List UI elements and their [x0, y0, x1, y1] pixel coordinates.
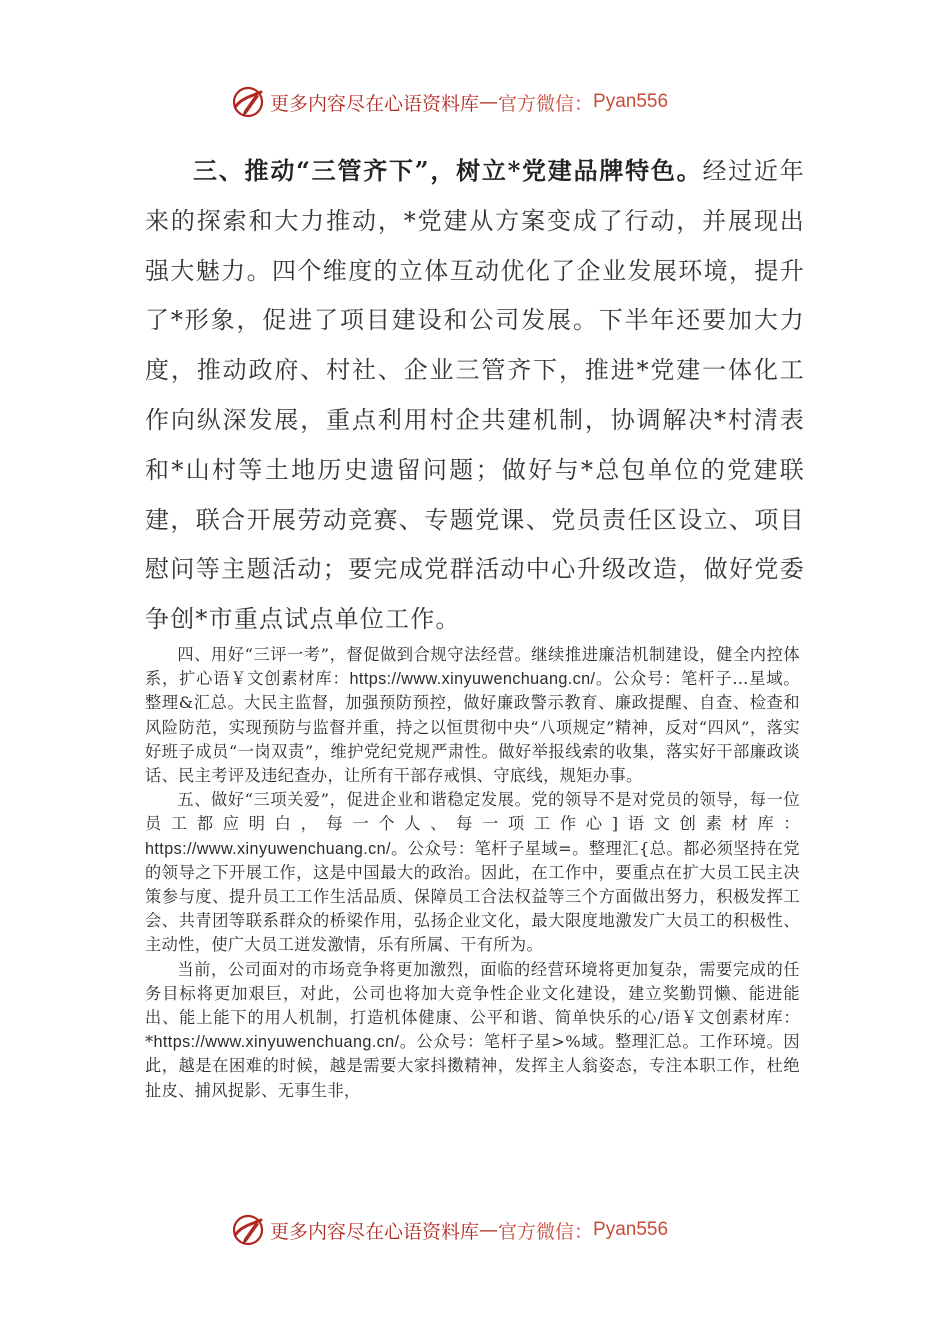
banner-text: 更多内容尽在心语资料库 [270, 1220, 480, 1243]
section-5-text-a: 五、做好“三项关爱”，促进企业和谐稳定发展。党的领导不是对党员的领导，每一位员工都应明白，每一个人、每一项工作心]语文创素材库： [145, 790, 800, 834]
watermark-banner-top [230, 82, 750, 122]
section-6-text-a: 当前，公司面对的市场竞争将更加激烈，面临的经营环境将更加复杂，需要完成的任务目标将更加艰巨，对此，公司也将加大竞争性企业文化建设，建立奖勤罚懒、能进能出、能上能下的用人机制，打造机体健康、公平和谐、简单快乐的心/语￥文创素材库：* [145, 959, 800, 1052]
section-3-paragraph [145, 146, 805, 645]
banner-wechat-id: Pyan556 [593, 1219, 669, 1240]
section-5-text-b: 。公众号：笔杆子星域=。整理汇{总。都必须坚持在党的领导之下开展工作，这是中国最大的政治。因此，在工作中，要重点在扩大员工民主决策参与度、提升员工工作生活品质、保障员工合法权益等三个方面做出努力，积极发挥工会、共青团等联系群众的桥梁作用，弘扬企业文化，最大限度地激发广大员工的积极性、主动性，使广大员工迸发激情，乐有所属、干有所为。 [145, 838, 800, 955]
body-text [145, 643, 800, 1103]
section-4-text-a: 四、用好“三评一考”，督促做到合规守法经营。继续推进廉洁机制建设，健全内控体系，扩心语￥文创素材库： [145, 645, 800, 689]
banner-dash: — [479, 1219, 499, 1241]
section-3-body: 经过近年来的探索和大力推动，*党建从方案变成了行动，并展现出强大魅力。四个维度的立体互动优化了企业发展环境，提升了*形象，促进了项目建设和公司发展。下半年还要加大力度，推动政府、村社、企业三管齐下，推进*党建一体化工作向纵深发展，重点利用村企共建机制，协调解决*村清表和*山村等土地历史遗留问题；做好与*总包单位的党建联建，联合开展劳动竞赛、专题党课、党员责任区设立、项目慰问等主题活动；要完成党群活动中心升级改造，做好党委争创*市重点试点单位工作。 [145, 157, 805, 634]
section-6-text-b: 。公众号：笔杆子星>%域。整理汇总。工作环境。因此，越是在困难的时候，越是需要大家抖擞精神，发挥主人翁姿态，专注本职工作，杜绝扯皮、捕风捉影、无事生非， [145, 1032, 800, 1100]
pen-logo-icon [230, 1212, 266, 1248]
banner-dash: — [479, 91, 499, 113]
banner-wechat-label: 官方微信： [498, 1220, 594, 1243]
section-4-paragraph [145, 643, 800, 788]
watermark-banner-bottom [230, 1210, 750, 1250]
pen-logo-icon [230, 84, 266, 120]
section-4-url: https://www.xinyuwenchuang.cn/ [349, 670, 596, 689]
banner-wechat-label: 官方微信： [498, 92, 594, 115]
section-3-heading: 三、推动“三管齐下”，树立*党建品牌特色。 [193, 156, 703, 185]
section-6-paragraph [145, 958, 800, 1103]
section-5-url: https://www.xinyuwenchuang.cn/ [145, 839, 391, 858]
section-4-text-b: 。公众号：笔杆子…星域。整理&汇总。大民主监督，加强预防预控，做好廉政警示教育、廉政提醒、自查、检查和风险防范，实现预防与监督并重，持之以恒贯彻中央“八项规定”精神，反对“四风”，落实好班子成员“一岗双责”，维护党纪党规严肃性。做好举报线索的收集，落实好干部廉政谈话、民主考评及违纪查办，让所有干部存戒惧、守底线，规矩办事。 [145, 669, 800, 786]
section-5-paragraph [145, 788, 800, 957]
section-6-url: https://www.xinyuwenchuang.cn/ [153, 1033, 400, 1052]
banner-text: 更多内容尽在心语资料库 [270, 92, 480, 115]
banner-wechat-id: Pyan556 [593, 91, 669, 112]
